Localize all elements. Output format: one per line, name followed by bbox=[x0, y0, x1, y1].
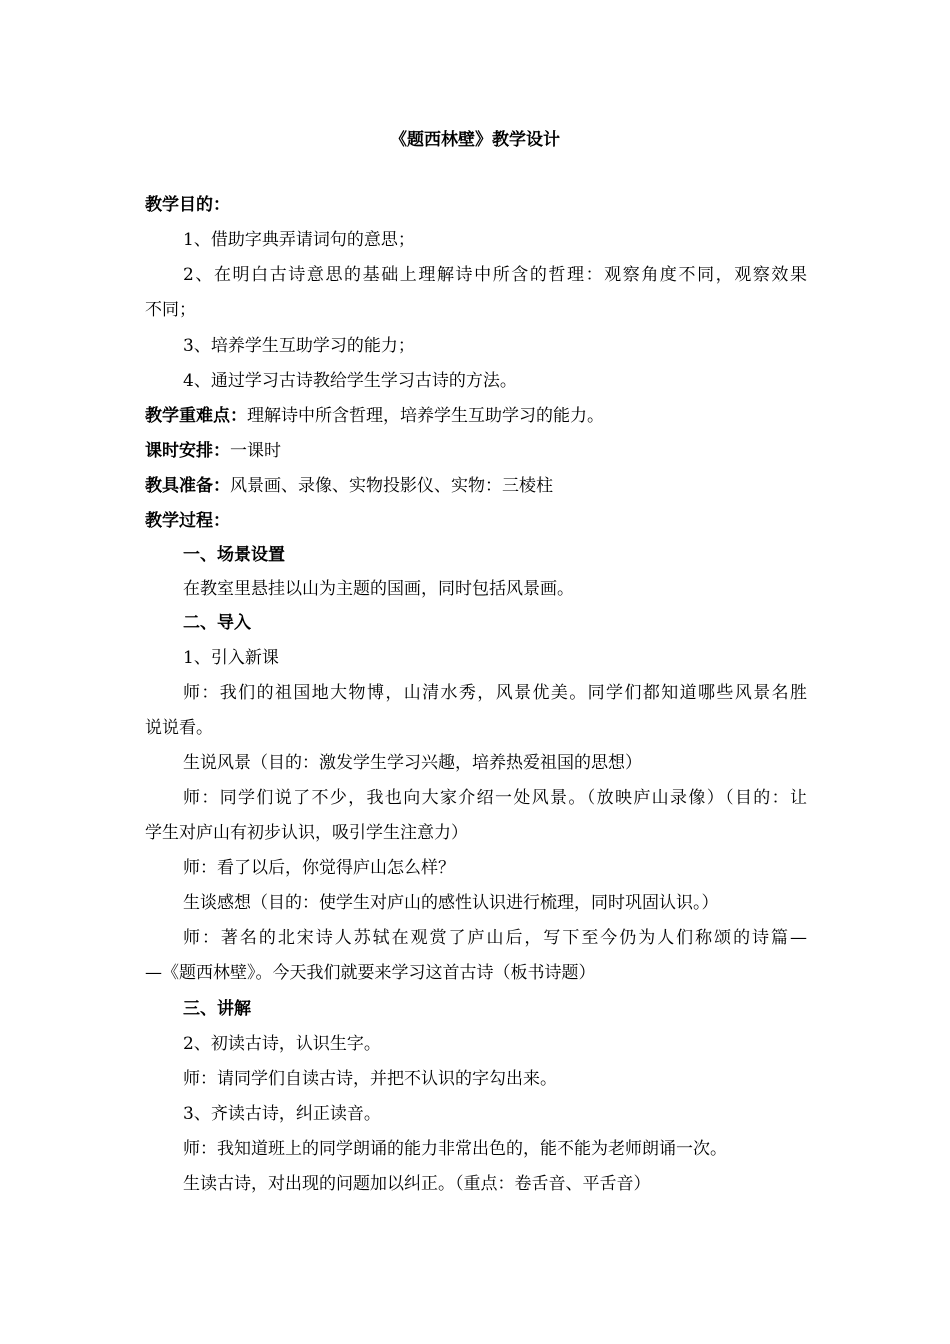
schedule bbox=[145, 439, 281, 463]
section-2-paragraph-4: 师：看了以后，你觉得庐山怎么样？ bbox=[183, 858, 455, 878]
schedule-text: 一课时 bbox=[230, 441, 281, 461]
section-2-paragraph-2: 生说风景（目的：激发学生学习兴趣，培养热爱祖国的思想） bbox=[183, 753, 642, 773]
section-3-heading: 三、讲解 bbox=[183, 999, 251, 1019]
document-title: 《题西林壁》教学设计 bbox=[390, 130, 560, 150]
section-2-paragraph-6-line-1: 师：著名的北宋诗人苏轼在观赏了庐山后，写下至今仍为人们称颂的诗篇— bbox=[183, 928, 807, 948]
section-2-paragraph-6-line-2: —《题西林壁》。今天我们就要来学习这首古诗（板书诗题） bbox=[145, 963, 596, 983]
section-1-text: 在教室里悬挂以山为主题的国画，同时包括风景画。 bbox=[183, 579, 574, 599]
section-3-paragraph-3: 生读古诗，对出现的问题加以纠正。（重点：卷舌音、平舌音） bbox=[183, 1174, 651, 1194]
section-2-heading: 二、导入 bbox=[183, 613, 251, 633]
materials bbox=[145, 474, 553, 498]
section-3-sub-2: 2、初读古诗，认识生字。 bbox=[183, 1034, 381, 1054]
objective-item-4: 4、通过学习古诗教给学生学习古诗的方法。 bbox=[183, 371, 517, 391]
key-points bbox=[145, 404, 604, 428]
objective-item-2-line-2: 不同； bbox=[145, 300, 196, 320]
section-2-paragraph-3-line-1: 师：同学们说了不少，我也向大家介绍一处风景。（放映庐山录像）（目的：让 bbox=[183, 788, 807, 808]
objective-item-1: 1、借助字典弄请词句的意思； bbox=[183, 230, 415, 250]
key-points-label: 教学重难点： bbox=[145, 406, 247, 426]
materials-label: 教具准备： bbox=[145, 476, 230, 496]
materials-text: 风景画、录像、实物投影仪、实物：三棱柱 bbox=[230, 476, 553, 496]
section-2-sub-1: 1、引入新课 bbox=[183, 648, 279, 668]
section-3-sub-3: 3、齐读古诗，纠正读音。 bbox=[183, 1104, 381, 1124]
key-points-text: 理解诗中所含哲理，培养学生互助学习的能力。 bbox=[247, 406, 604, 426]
process-label: 教学过程： bbox=[145, 511, 230, 531]
section-3-paragraph-2: 师：我知道班上的同学朗诵的能力非常出色的，能不能为老师朗诵一次。 bbox=[183, 1139, 727, 1159]
section-2-paragraph-5: 生谈感想（目的：使学生对庐山的感性认识进行梳理，同时巩固认识。） bbox=[183, 893, 719, 913]
section-3-paragraph-1: 师：请同学们自读古诗，并把不认识的字勾出来。 bbox=[183, 1069, 557, 1089]
section-2-paragraph-1-line-1: 师：我们的祖国地大物博，山清水秀，风景优美。同学们都知道哪些风景名胜 bbox=[183, 683, 807, 703]
schedule-label: 课时安排： bbox=[145, 441, 230, 461]
objective-item-2-line-1: 2、在明白古诗意思的基础上理解诗中所含的哲理：观察角度不同，观察效果 bbox=[183, 265, 807, 285]
section-2-paragraph-1-line-2: 说说看。 bbox=[145, 718, 213, 738]
section-2-paragraph-3-line-2: 学生对庐山有初步认识，吸引学生注意力） bbox=[145, 823, 468, 843]
section-1-heading: 一、场景设置 bbox=[183, 545, 285, 565]
objective-item-3: 3、培养学生互助学习的能力； bbox=[183, 336, 415, 356]
objectives-label: 教学目的： bbox=[145, 195, 230, 215]
